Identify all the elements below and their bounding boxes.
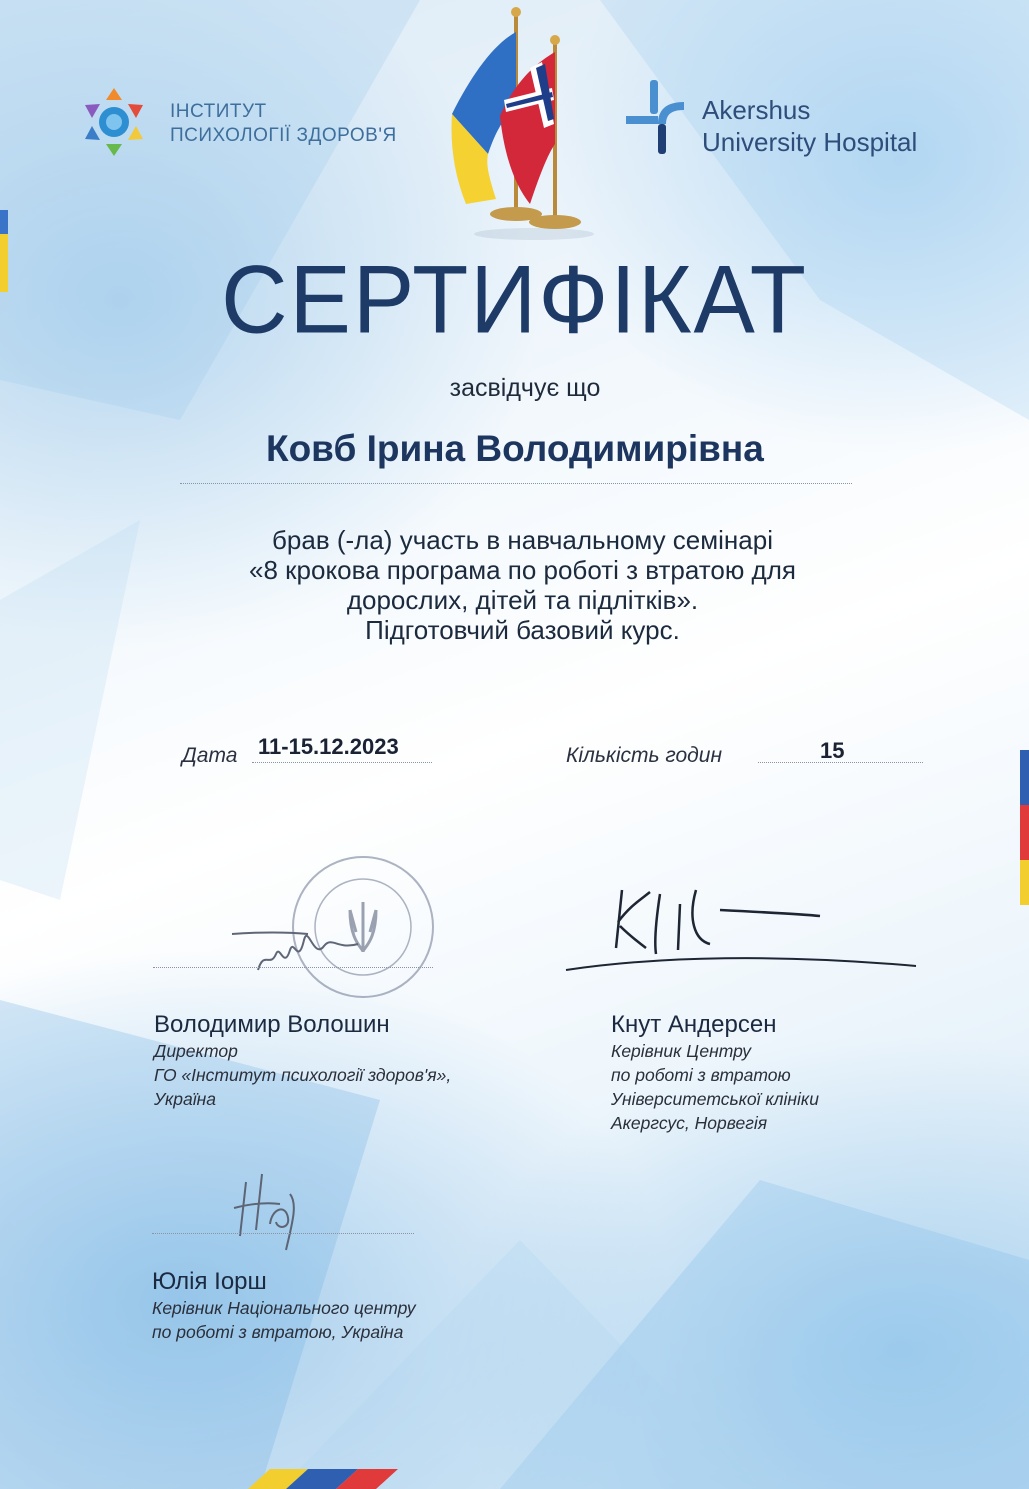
left-stripe-blue	[0, 210, 8, 234]
signature-voloshyn	[228, 910, 378, 990]
signatory-iorsh	[152, 1268, 416, 1344]
date-value: 11-15.12.2023	[258, 734, 399, 759]
signatory-2-name: Кнут Андерсен	[611, 1011, 777, 1038]
signatory-2-role-1: Керівник Центру	[611, 1041, 752, 1061]
akershus-logo-line2: University Hospital	[702, 127, 918, 157]
akershus-logo-text	[702, 94, 917, 158]
course-description	[100, 525, 945, 645]
signature-iorsh	[226, 1164, 326, 1254]
course-line-2: «8 крокова програма по роботі з втратою для	[249, 555, 796, 585]
right-stripe-red	[1020, 805, 1029, 860]
hours-line	[758, 762, 923, 763]
course-line-4: Підготовчий базовий курс.	[365, 615, 680, 645]
signature-andersen	[560, 870, 920, 980]
akershus-logo-icon	[622, 80, 692, 156]
signatory-1-role-2: ГО «Інститут психології здоров'я»,	[154, 1065, 452, 1085]
signatory-andersen	[611, 1011, 819, 1135]
certifies-text: засвідчує що	[449, 374, 601, 402]
institute-logo-line1: ІНСТИТУТ	[170, 101, 267, 122]
signatory-1-name: Володимир Волошин	[154, 1011, 390, 1038]
certificate-title: СЕРТИФІКАТ	[221, 246, 808, 354]
course-line-1: брав (-ла) участь в навчальному семінарі	[272, 525, 773, 555]
recipient-name: Ковб Ірина Володимирівна	[266, 428, 764, 469]
date-label: Дата	[182, 744, 238, 767]
bottom-stripes	[248, 1469, 468, 1489]
date-line	[252, 762, 432, 763]
recipient-name-line	[180, 483, 852, 484]
hours-value: 15	[820, 738, 845, 763]
flags-illustration	[444, 4, 614, 244]
right-stripe-blue	[1020, 750, 1029, 805]
signatory-2-role-2: по роботі з втратою	[611, 1065, 791, 1085]
institute-logo-icon	[76, 84, 152, 160]
signatory-3-role-1: Керівник Національного центру	[152, 1298, 416, 1318]
signatory-1-role-1: Директор	[154, 1041, 238, 1061]
signatory-3-name: Юлія Іорш	[152, 1268, 267, 1295]
signature-line-3	[152, 1233, 414, 1234]
institute-logo-line2: ПСИХОЛОГІЇ ЗДОРОВ'Я	[170, 125, 397, 146]
hours-label: Кількість годин	[566, 744, 723, 767]
right-stripe-yellow	[1020, 860, 1029, 905]
signatory-1-role-3: Україна	[154, 1089, 216, 1109]
course-line-3: дорослих, дітей та підлітків».	[346, 585, 699, 615]
signature-line-1	[153, 967, 433, 968]
signatory-2-role-4: Акергсус, Норвегія	[611, 1113, 768, 1133]
signatory-3-role-2: по роботі з втратою, Україна	[152, 1322, 404, 1342]
signatory-2-role-3: Університетської клініки	[611, 1089, 819, 1109]
signatory-voloshyn	[154, 1011, 451, 1111]
institute-logo-text	[170, 100, 397, 148]
akershus-logo-line1: Akershus	[702, 95, 811, 125]
